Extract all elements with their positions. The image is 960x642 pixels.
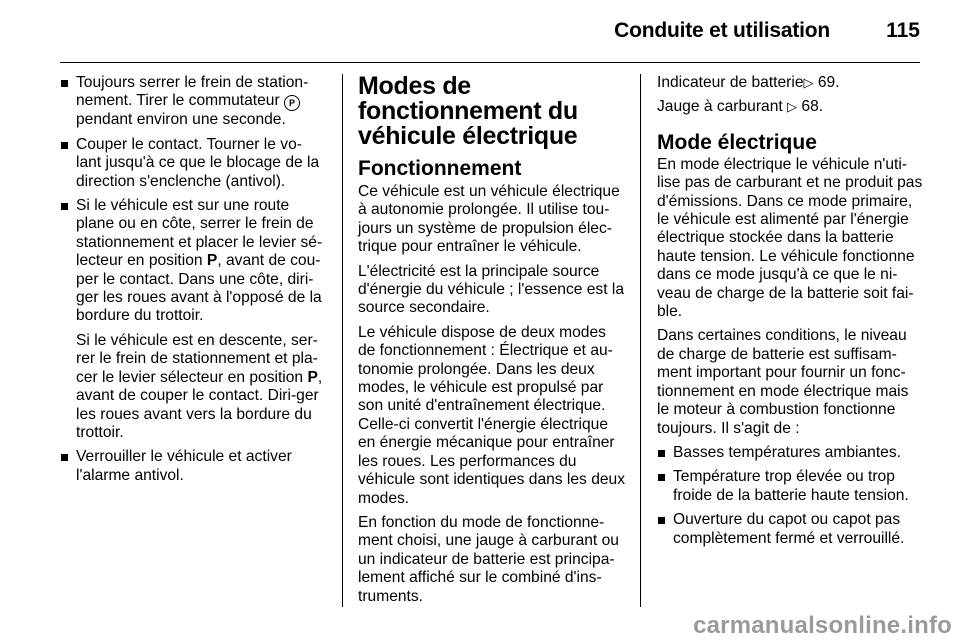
list-item-paragraph: Si le véhicule est en descente, ser-rer le frein de stationnement et pla-cer le levier sélecteur en position P, avant de couper le contact. Diri-ger les roues avant vers la bordure du trottoir. <box>76 331 323 441</box>
list-item: Température trop élevée ou trop froide de la batterie haute tension. <box>657 468 923 505</box>
list-item: Verrouiller le véhicule et activer l'alarme antivol. <box>60 448 326 485</box>
paragraph: L'électricité est la principale source d'énergie du véhicule ; l'essence est la source secondaire. <box>358 262 625 317</box>
column-2 <box>358 74 626 612</box>
column-divider <box>640 74 641 607</box>
subsection-title: Fonctionnement <box>358 157 522 180</box>
paragraph: Dans certaines conditions, le niveau de charge de batterie est suffisam-ment important pour fournir un fonc-tionnement en mode électrique mais le moteur à combustion fonctionne toujours. Il s'agit de : <box>657 327 909 437</box>
list-item: Couper le contact. Tourner le vo-lant jusqu'à ce que le blocage de la direction s'enclenche (antivol). <box>60 136 326 191</box>
list-item-paragraph: Si le véhicule est sur une route plane ou en côte, serrer le frein de stationnement et placer le levier sé-lecteur en position P, avant de cou-per le contact. Dans une côte, diri-ger les roues avant à l'opposé de la bordure du trottoir. <box>76 197 323 325</box>
header-title: Conduite et utilisation <box>614 19 830 42</box>
parking-brake-icon: P <box>284 95 300 111</box>
page-number: 115 <box>886 19 920 42</box>
paragraph: Le véhicule dispose de deux modes de fonctionnement : Électrique et au-tonomie prolongée. Dans les deux modes, le véhicule est propulsé par son unité d'entraînement électrique. Celle-ci convertit l'énergie électrique en énergie mécanique pour entraîner les roues. Les performances du véhicule sont identiques dans les deux modes. <box>358 323 626 507</box>
cross-reference: Jauge à carburant ▷ 68. <box>657 98 824 116</box>
paragraph: Ce véhicule est un véhicule électrique à autonomie prolongée. Il utilise tou-jours un système de propulsion élec-trique pour entraîner le véhicule. <box>358 183 620 256</box>
paragraph: En fonction du mode de fonctionne-ment choisi, une jauge à carburant ou un indicateur de batterie est principa-lement affiché sur le combiné d'ins-truments. <box>358 513 619 605</box>
column-3 <box>657 74 923 554</box>
column-1 <box>60 74 326 491</box>
list-item: Basses températures ambiantes. <box>657 444 923 462</box>
section-title: Modes de fonctionnement du véhicule électrique <box>358 72 578 150</box>
cross-reference: Indicateur de batterie▷ 69. <box>657 74 840 91</box>
list-item: Ouverture du capot ou capot pas complètement fermé et verrouillé. <box>657 511 923 548</box>
watermark: carmanualsonline.info <box>693 612 952 639</box>
reference-arrow-icon: ▷ <box>803 75 814 90</box>
page-header <box>60 0 920 63</box>
column-divider <box>342 74 343 607</box>
reference-arrow-icon: ▷ <box>787 99 798 115</box>
subsection-title: Mode électrique <box>657 130 817 154</box>
paragraph: En mode électrique le véhicule n'uti-lise pas de carburant et ne produit pas d'émissions. Dans ce mode primaire, le véhicule est alimenté par l'énergie électrique stockée dans la batterie haute tension. Le véhicule fonctionne dans ce mode jusqu'à ce que le ni-veau de charge de la batterie soit fai-ble. <box>657 155 923 321</box>
parking-steps-list <box>60 74 326 485</box>
conditions-list <box>657 444 923 548</box>
list-item <box>60 197 326 442</box>
list-item: Toujours serrer le frein de station-nement. Tirer le commutateur P pendant environ une seconde. <box>60 74 326 130</box>
